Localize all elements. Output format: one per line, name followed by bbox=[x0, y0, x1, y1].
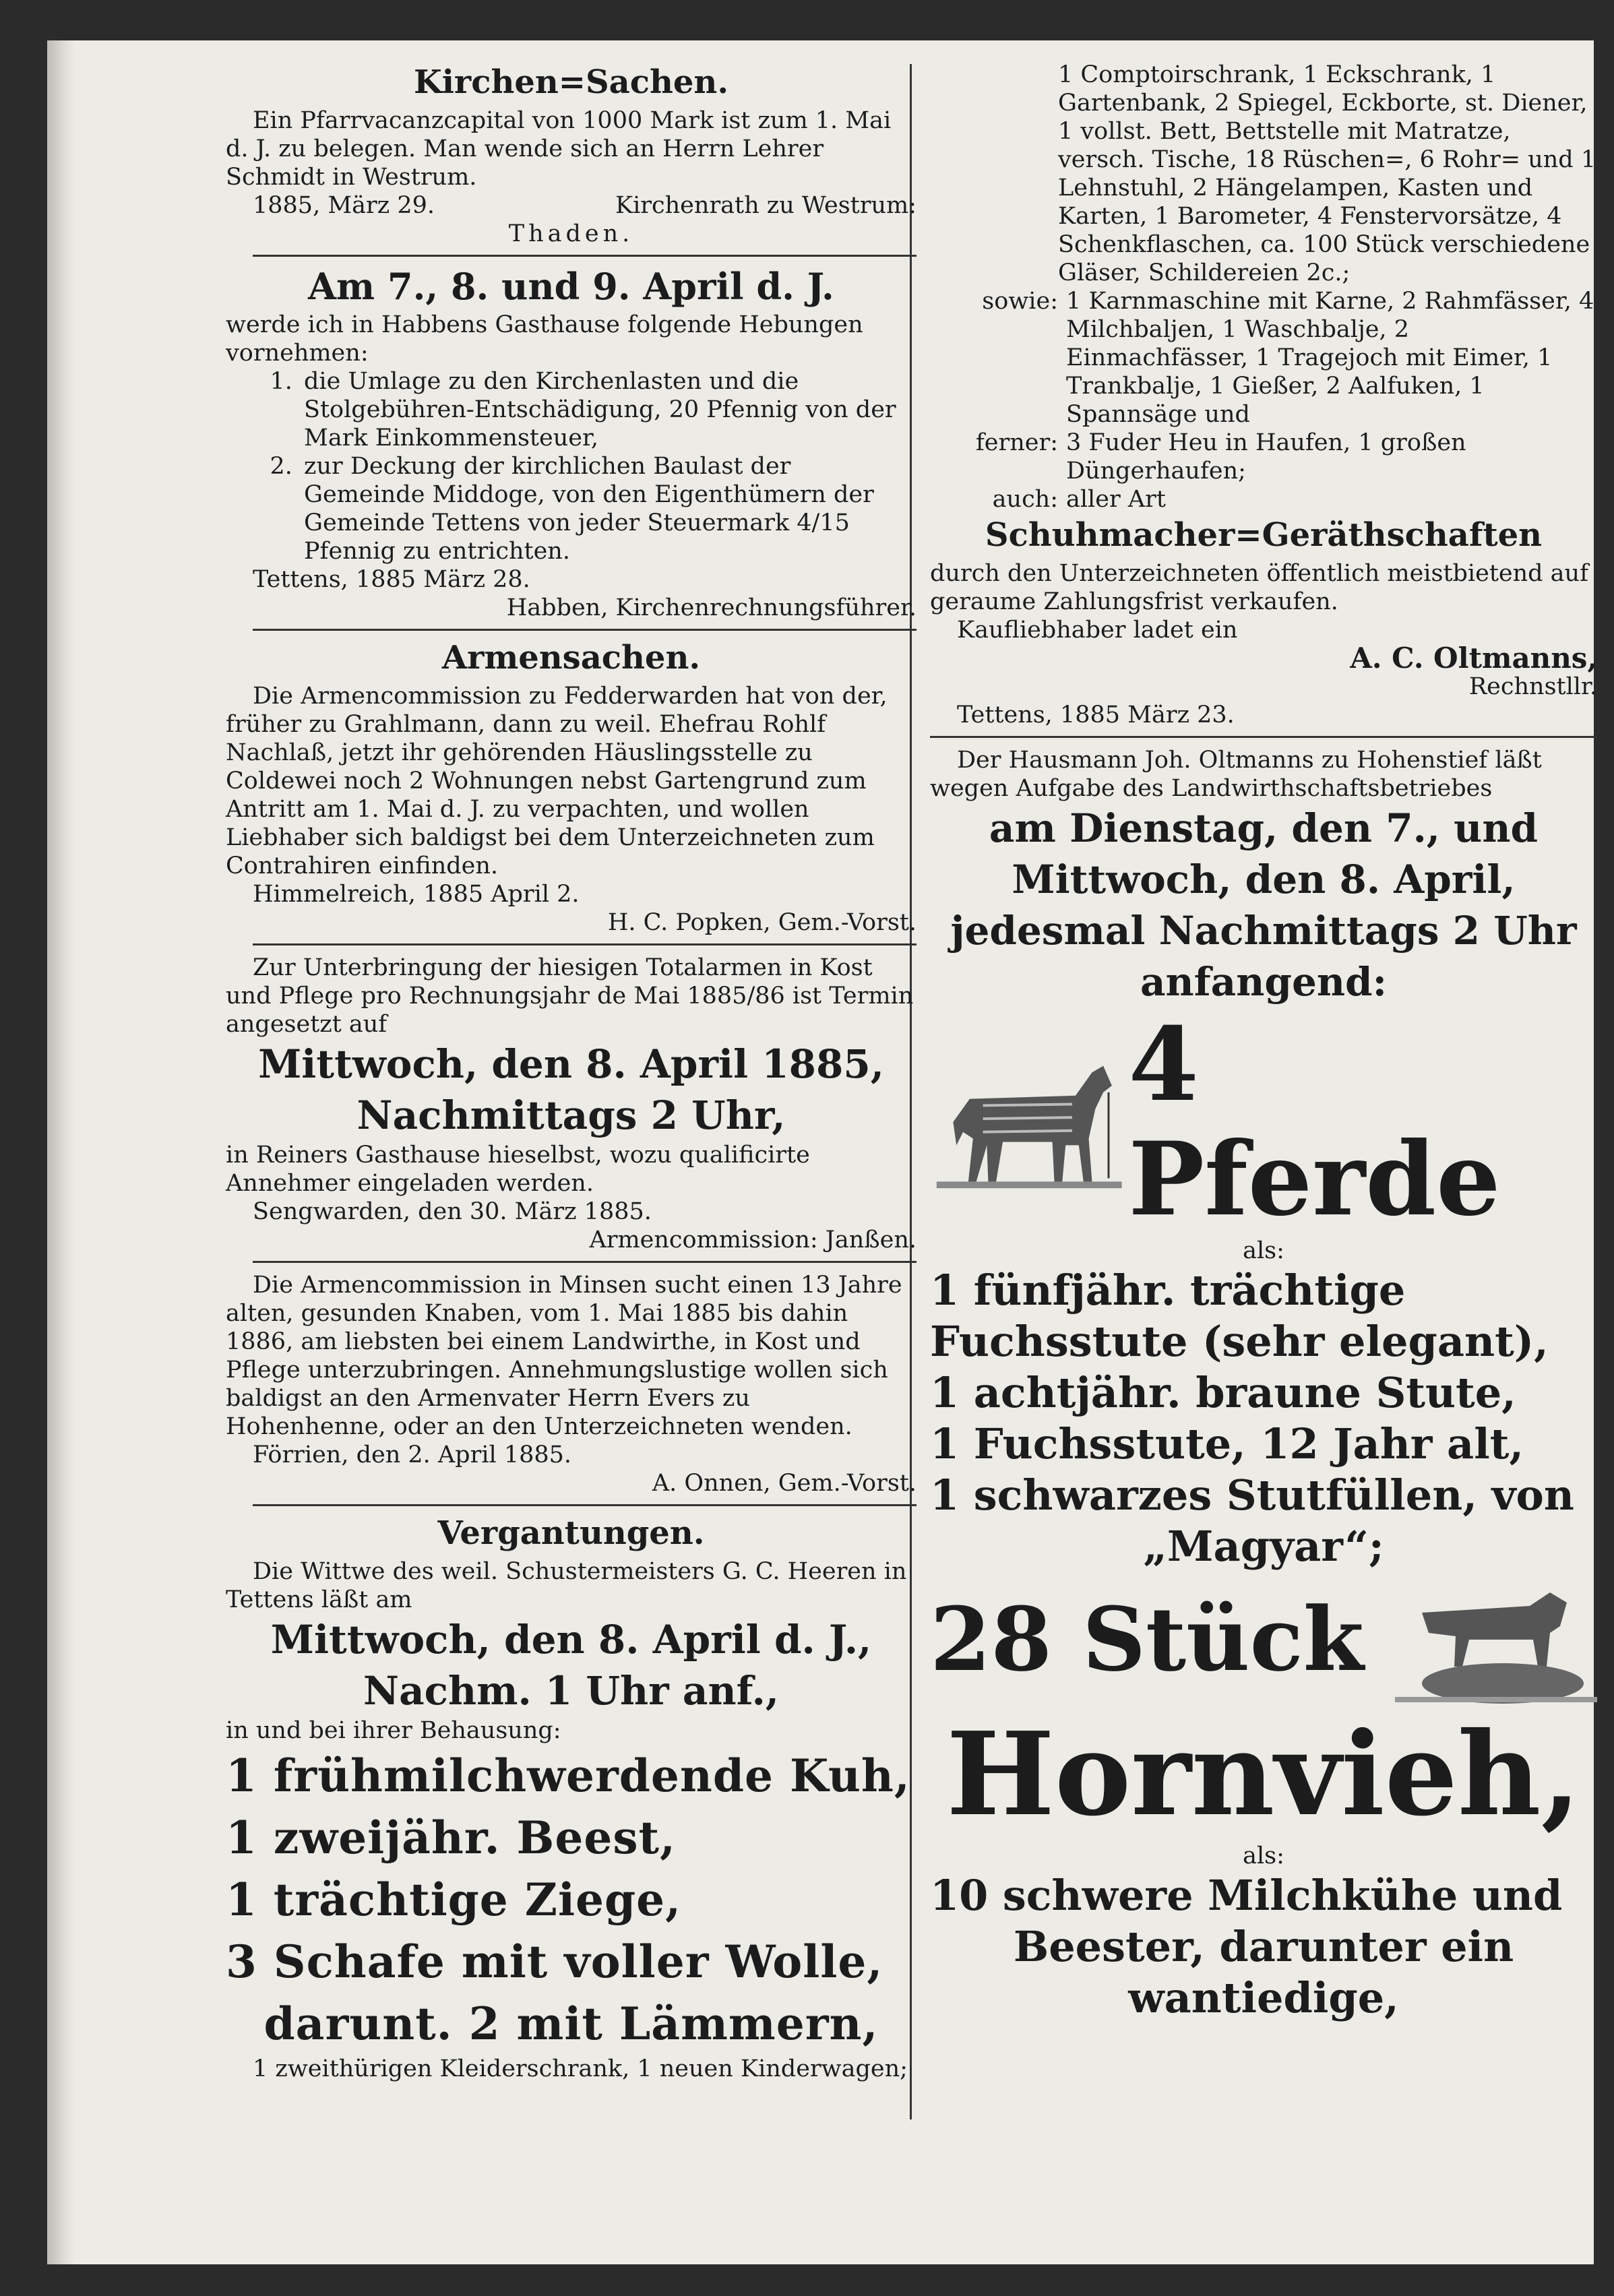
vergant-text: Die Wittwe des weil. Schustermeisters G. C. Heeren in Tettens läßt am bbox=[226, 1558, 907, 1613]
hausmann-text: Der Hausmann Joh. Oltmanns zu Hohenstief läßt wegen Aufgabe des Landwirthschaftsbetriebes bbox=[930, 747, 1542, 802]
minsen-sign: A. Onnen, Gem.-Vorst. bbox=[652, 1470, 917, 1497]
cow-icon bbox=[1395, 1572, 1597, 1707]
notice-hebungen bbox=[226, 265, 917, 622]
kirchen-org: Kirchenrath zu Westrum: bbox=[615, 192, 917, 219]
hebungen-intro: werde ich in Habbens Gasthause folgende Hebungen vornehmen: bbox=[226, 311, 863, 367]
heading-hebungen: Am 7., 8. und 9. April d. J. bbox=[308, 265, 834, 308]
vergant-item: 3 Schafe mit voller Wolle, bbox=[226, 1935, 883, 1988]
als-label: als: bbox=[1243, 1237, 1284, 1264]
horse-item: 1 fünfjähr. trächtige Fuchsstute (sehr elegant), bbox=[930, 1266, 1549, 1366]
list-item: 1. die Umlage zu den Kirchenlasten und die Stolgebühren-Entschädigung, 20 Pfennig von der Mark Einkommensteuer, bbox=[300, 367, 917, 452]
oltmanns-date: Tettens, 1885 März 23. bbox=[957, 702, 1235, 728]
hebungen-sign: Habben, Kirchenrechnungsführer. bbox=[506, 594, 917, 621]
horse-item: 1 Fuchsstute, 12 Jahr alt, bbox=[930, 1419, 1524, 1468]
totalarmen-text: Zur Unterbringung der hiesigen Totalarmen in Kost und Pflege pro Rechnungsjahr de Mai 1885/86 ist Termin angesetzt auf bbox=[226, 954, 914, 1038]
cattle-item: Beester, darunter ein bbox=[1013, 1922, 1514, 1971]
cattle-item: wantiedige, bbox=[1128, 1973, 1399, 2022]
hornvieh-heading: Hornvieh, bbox=[946, 1707, 1581, 1842]
notice-totalarmen bbox=[226, 954, 917, 1254]
vergant-time-line: Nachm. 1 Uhr anf., bbox=[363, 1668, 779, 1714]
horse-block bbox=[930, 1007, 1597, 1237]
right-column bbox=[930, 61, 1597, 2024]
notice-vergantungen bbox=[226, 1514, 917, 2083]
divider bbox=[253, 1504, 917, 1506]
day-line: am Dienstag, den 7., und Mittwoch, den 8. April, bbox=[989, 805, 1539, 902]
tools-heading: Schuhmacher=Geräthschaften bbox=[985, 516, 1543, 554]
cattle-item: 10 schwere Milchkühe und bbox=[930, 1871, 1563, 1920]
divider bbox=[253, 629, 917, 631]
notice-armen bbox=[226, 639, 917, 937]
totalarmen-text2: in Reiners Gasthause hieselbst, wozu qualificirte Annehmer eingeladen werden. bbox=[226, 1142, 810, 1197]
vergant-item: 1 zweijähr. Beest, bbox=[226, 1811, 676, 1864]
totalarmen-time-line: Nachmittags 2 Uhr, bbox=[356, 1092, 786, 1138]
sign: A. C. Oltmanns, bbox=[1350, 642, 1597, 675]
auch-label: auch: bbox=[992, 486, 1058, 513]
page-edge bbox=[47, 40, 74, 2264]
time-line: jedesmal Nachmittags 2 Uhr anfangend: bbox=[950, 908, 1577, 1005]
kirchen-text: Ein Pfarrvacanzcapital von 1000 Mark ist zum 1. Mai d. J. zu belegen. Man wende sich an Herrn Lehrer Schmidt in Westrum. bbox=[226, 107, 892, 191]
magyar: „Magyar“; bbox=[1143, 1522, 1384, 1571]
inventory-text: 1 Comptoirschrank, 1 Eckschrank, 1 Gartenbank, 2 Spiegel, Eckborte, st. Diener, 1 vollst. Bett, Bettstelle mit Matratze, versch. Tische, 18 Rüschen=, 6 Rohr= und 1 Lehnstuhl, 2 Hängelampen, Kasten und Karten, 1 Barometer, 4 Fenstervorsätze, 4 Schenkflaschen, ca. 100 Stück verschiedene Gläser, Schildereien 2c.; bbox=[1058, 61, 1596, 286]
totalarmen-sign: Armencommission: Janßen. bbox=[589, 1227, 917, 1253]
horse-icon bbox=[930, 1045, 1128, 1200]
heading-kirchen: Kirchen=Sachen. bbox=[413, 63, 729, 101]
left-column bbox=[226, 61, 917, 2083]
tools-text: durch den Unterzeichneten öffentlich meistbietend auf geraume Zahlungsfrist verkaufen. bbox=[930, 560, 1589, 615]
vergant-tail: 1 zweithürigen Kleiderschrank, 1 neuen Kinderwagen; bbox=[253, 2055, 908, 2082]
als-label-2: als: bbox=[1243, 1842, 1284, 1869]
kirchen-date: 1885, März 29. bbox=[253, 192, 435, 219]
ferner-row bbox=[930, 429, 1597, 485]
auch-row bbox=[930, 485, 1597, 514]
cattle-block bbox=[930, 1572, 1597, 1707]
divider bbox=[253, 255, 917, 257]
pferde-heading: 4 Pferde bbox=[1128, 1005, 1501, 1239]
heading-vergantungen: Vergantungen. bbox=[437, 1514, 705, 1552]
vergant-item: 1 trächtige Ziege, bbox=[226, 1873, 682, 1926]
vergant-item: darunt. 2 mit Lämmern, bbox=[263, 1997, 879, 2050]
buyers: Kaufliebhaber ladet ein bbox=[957, 617, 1238, 644]
vergant-place: in und bei ihrer Behausung: bbox=[226, 1717, 561, 1744]
hebungen-date: Tettens, 1885 März 28. bbox=[253, 566, 530, 593]
heading-armen: Armensachen. bbox=[441, 639, 701, 677]
minsen-text: Die Armencommission in Minsen sucht einen 13 Jahre alten, gesunden Knaben, vom 1. Mai 1885 bis dahin 1886, am liebsten bei einem Landwirthe, in Kost und Pflege unterzubringen. Annehmungslustige wollen sich baldigst an den Armenvater Herrn Evers zu Hohenhenne, oder an den Unterzeichneten wenden. bbox=[226, 1272, 902, 1440]
ferner-text: 3 Fuder Heu in Haufen, 1 großen Düngerhaufen; bbox=[1066, 429, 1466, 485]
divider bbox=[930, 736, 1597, 738]
divider bbox=[253, 1261, 917, 1263]
armen-date: Himmelreich, 1885 April 2. bbox=[253, 881, 580, 908]
divider bbox=[253, 943, 917, 945]
sowie-row bbox=[930, 287, 1597, 429]
totalarmen-date-line: Mittwoch, den 8. April 1885, bbox=[258, 1041, 884, 1087]
armen-text: Die Armencommission zu Fedderwarden hat von der, früher zu Grahlmann, dann zu weil. Ehefrau Rohlf Nachlaß, jetzt ihr gehörenden Häuslingsstelle zu Coldewei noch 2 Wohnungen nebst Gartengrund zum Antritt am 1. Mai d. J. zu verpachten, und wollen Liebhaber sich baldigst bei dem Unterzeichneten zum Contrahiren einfinden. bbox=[226, 683, 888, 879]
armen-sign: H. C. Popken, Gem.-Vorst. bbox=[607, 909, 917, 936]
vergant-date-line: Mittwoch, den 8. April d. J., bbox=[270, 1617, 872, 1663]
stueck-heading: 28 Stück bbox=[930, 1588, 1364, 1691]
sowie-label: sowie: bbox=[982, 288, 1058, 315]
list-item: 2. zur Deckung der kirchlichen Baulast der Gemeinde Middoge, von den Eigenthümern der Gemeinde Tettens von jeder Steuermark 4/15 Pfennig zu entrichten. bbox=[300, 452, 917, 565]
hebungen-list bbox=[226, 367, 917, 565]
totalarmen-date: Sengwarden, den 30. März 1885. bbox=[253, 1198, 652, 1225]
notice-minsen bbox=[226, 1271, 917, 1497]
kirchen-name: Thaden. bbox=[508, 220, 634, 247]
minsen-date: Förrien, den 2. April 1885. bbox=[253, 1441, 572, 1468]
horse-item: 1 achtjähr. braune Stute, bbox=[930, 1368, 1516, 1417]
ferner-label: ferner: bbox=[975, 429, 1058, 456]
notice-kirchen bbox=[226, 63, 917, 248]
sign-title: Rechnstllr. bbox=[1468, 673, 1597, 700]
auch-text: aller Art bbox=[1066, 486, 1166, 513]
vergant-item: 1 frühmilchwerdende Kuh, bbox=[226, 1749, 910, 1802]
kirchen-signature bbox=[226, 191, 917, 220]
sowie-text: 1 Karnmaschine mit Karne, 2 Rahmfässer, 4 Milchbaljen, 1 Waschbalje, 2 Einmachfässer, 1 Tragejoch mit Eimer, 1 Trankbalje, 1 Gießer, 2 Aalfuken, 1 Spannsäge und bbox=[1066, 288, 1594, 428]
horse-item: 1 schwarzes Stutfüllen, von bbox=[930, 1470, 1574, 1520]
